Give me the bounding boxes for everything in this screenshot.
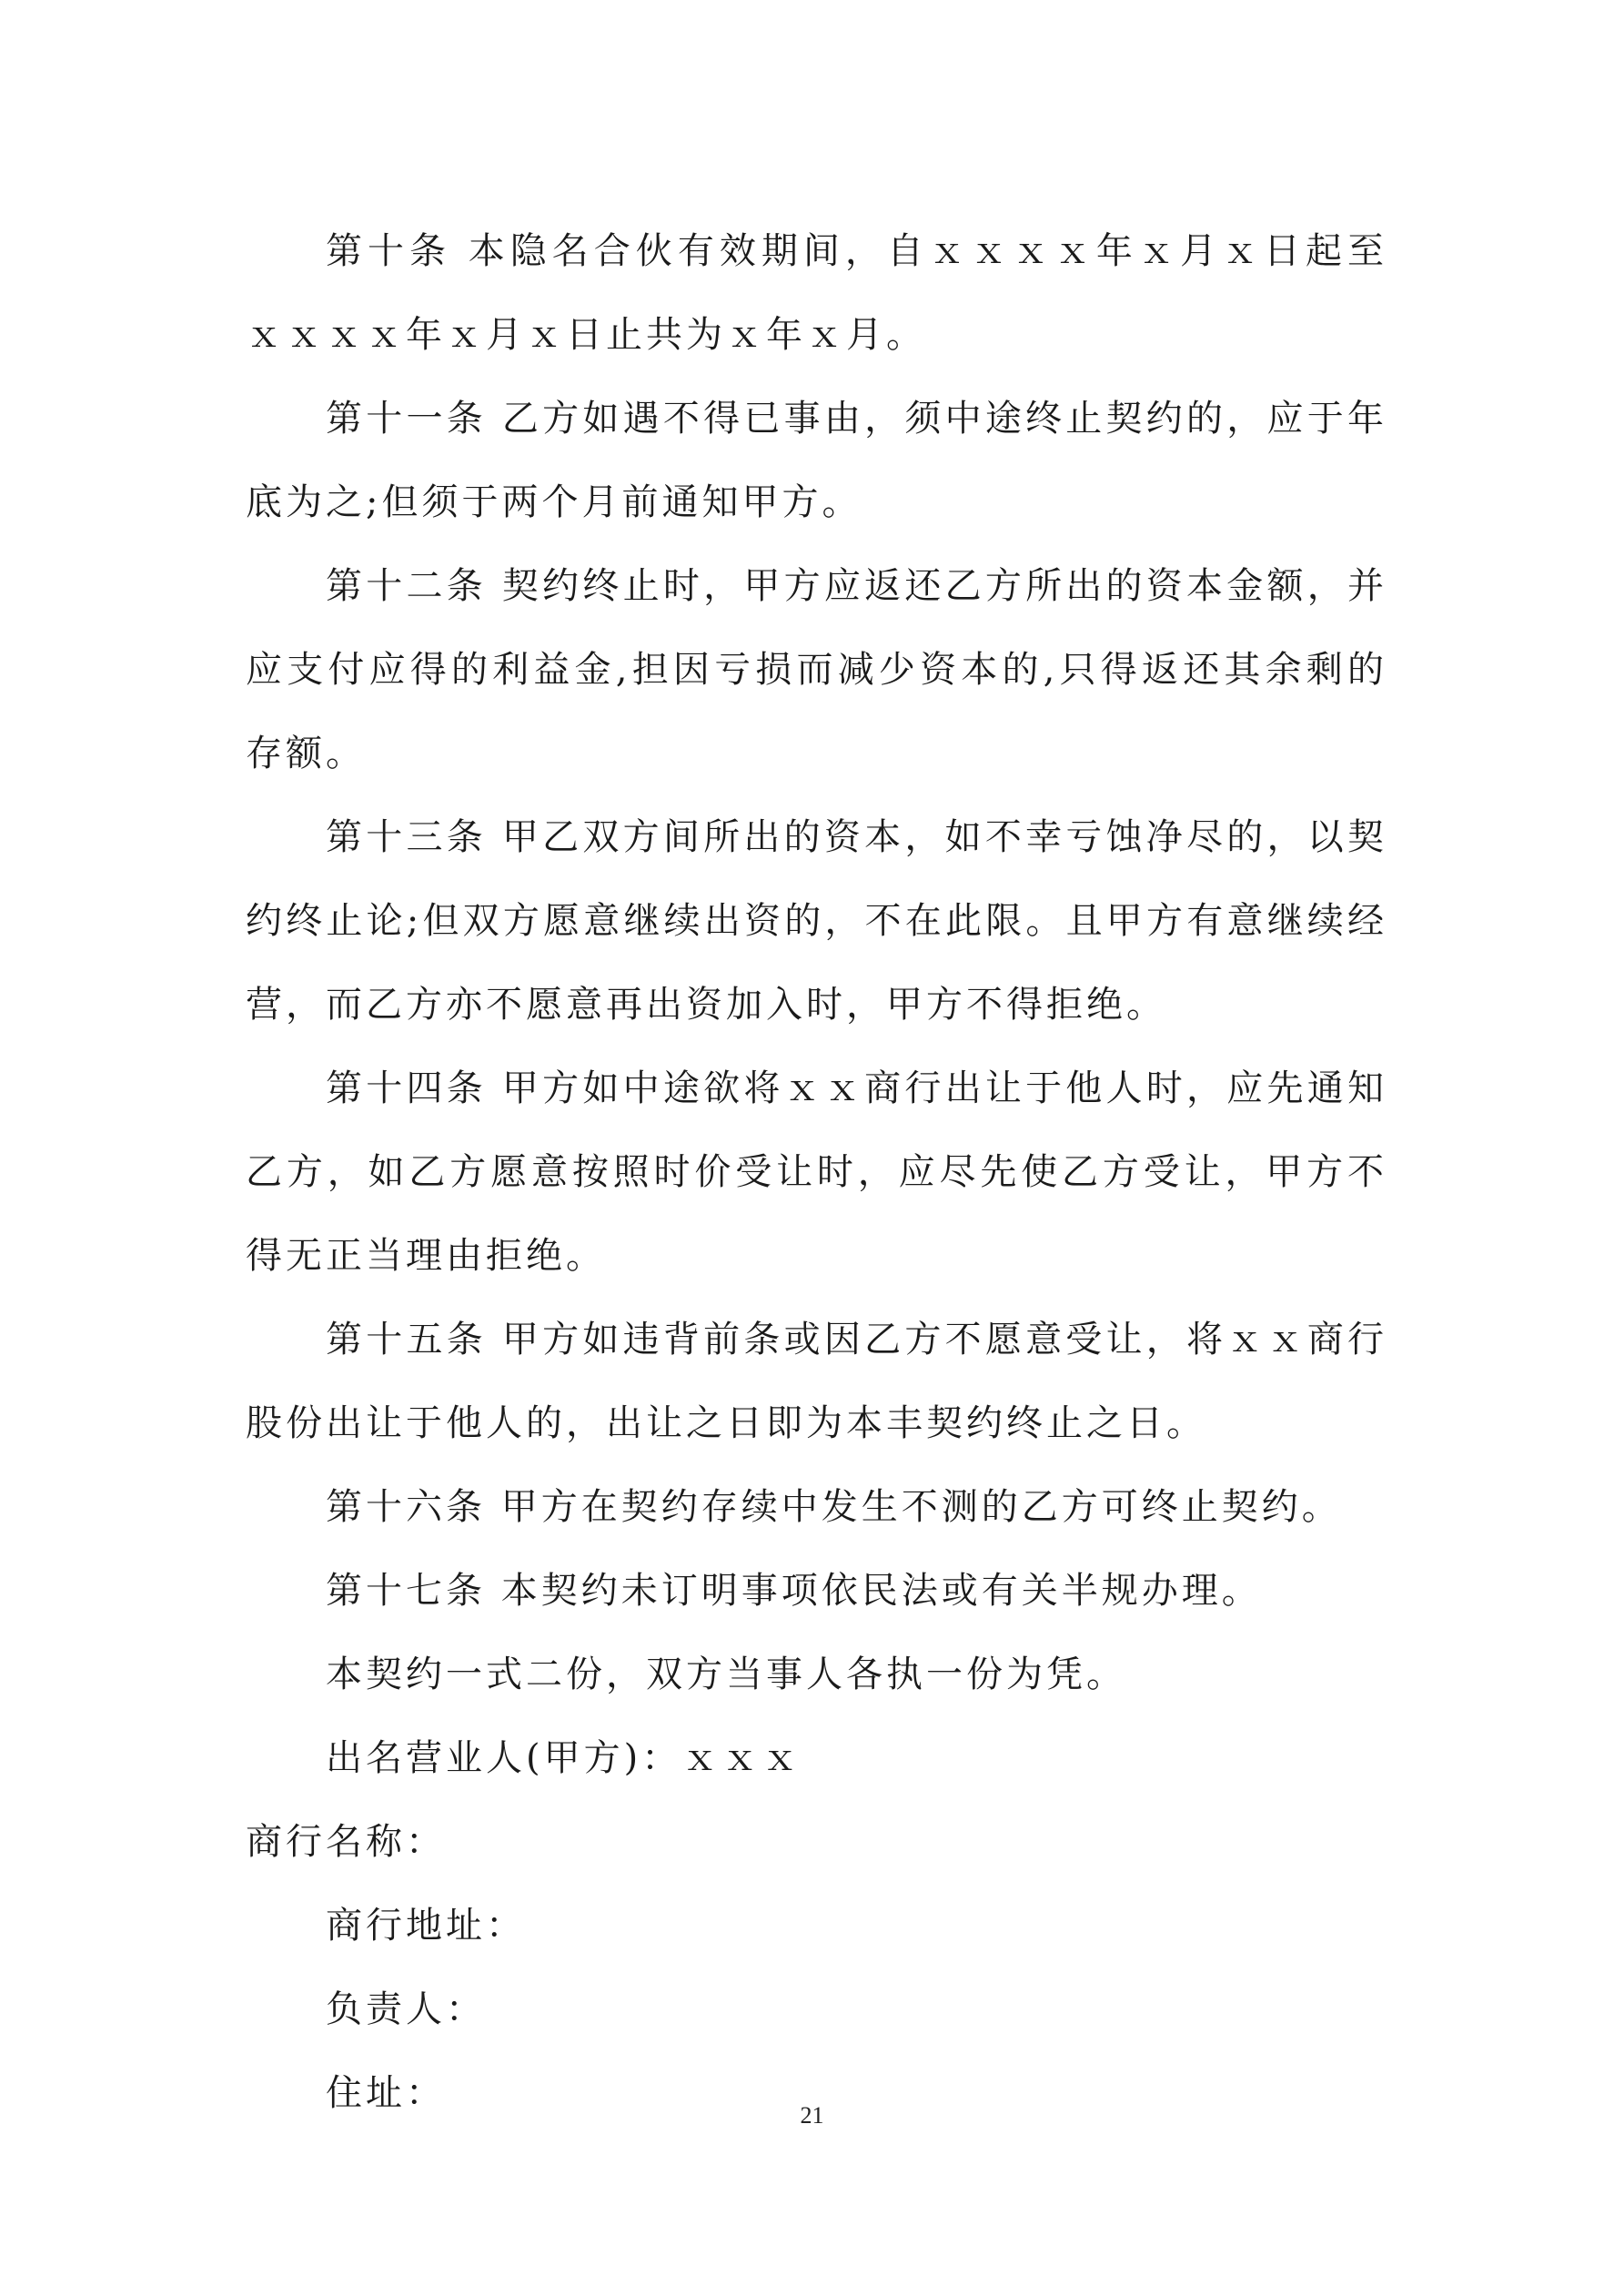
document-body <box>246 209 1387 2135</box>
copies-clause: 本契约一式二份，双方当事人各执一份为凭。 <box>326 1654 1126 1695</box>
responsible-person-field: 负责人： <box>326 1988 486 2030</box>
page-number: 21 <box>800 2102 824 2129</box>
article-11: 第十一条 乙方如遇不得已事由，须中途终止契约的，应于年底为之;但须于两个月前通知甲方。 <box>246 398 1387 523</box>
article-10: 第十条 本隐名合伙有效期间，自ｘｘｘｘ年ｘ月ｘ日起至 ｘｘｘｘ年ｘ月ｘ日止共为ｘ年ｘ月。 <box>246 230 1387 356</box>
article-16: 第十六条 甲方在契约存续中发生不测的乙方可终止契约。 <box>326 1486 1342 1528</box>
article-13: 第十三条 甲乙双方间所出的资本，如不幸亏蚀净尽的，以契约终止论;但双方愿意继续出资的，不在此限。且甲方有意继续经营，而乙方亦不愿意再出资加入时，甲方不得拒绝。 <box>246 816 1387 1026</box>
article-14: 第十四条 甲方如中途欲将ｘｘ商行出让于他人时，应先通知乙方，如乙方愿意按照时价受让时，应尽先使乙方受让，甲方不得无正当理由拒绝。 <box>246 1067 1387 1277</box>
article-12: 第十二条 契约终止时，甲方应返还乙方所出的资本金额，并应支付应得的利益金,担因亏损而减少资本的,只得返还其余剩的存额。 <box>246 565 1387 774</box>
firm-address-field: 商行地址： <box>326 1905 526 1947</box>
firm-name-field: 商行名称： <box>246 1821 446 1863</box>
party-a-signatory: 出名营业人(甲方)：ｘｘｘ <box>326 1737 802 1779</box>
article-17: 第十七条 本契约未订明事项依民法或有关半规办理。 <box>326 1570 1262 1612</box>
article-15: 第十五条 甲方如违背前条或因乙方不愿意受让，将ｘｘ商行股份出让于他人的，出让之日即为本丰契约终止之日。 <box>246 1319 1387 1444</box>
residence-field: 住址： <box>326 2072 446 2114</box>
